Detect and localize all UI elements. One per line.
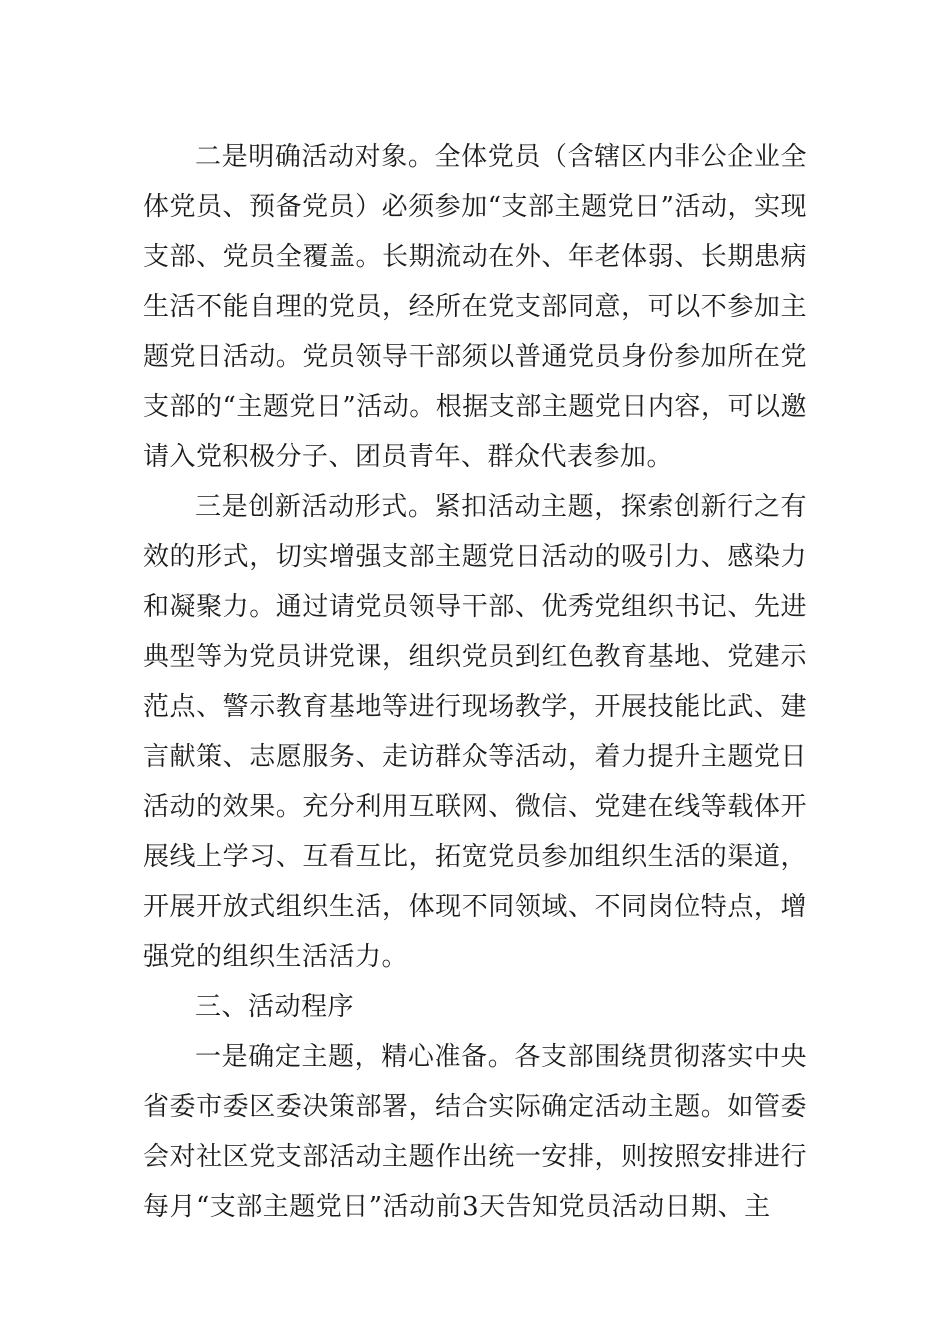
- document-page: [143, 132, 807, 1232]
- paragraph-activity-participants: 二是明确活动对象。全体党员（含辖区内非公企业全体党员、预备党员）必须参加“支部主题党日”活动，实现支部、党员全覆盖。长期流动在外、年老体弱、长期患病生活不能自理的党员，经所在党支部同意，可以不参加主题党日活动。党员领导干部须以普通党员身份参加所在党支部的“主题党日”活动。根据支部主题党日内容，可以邀请入党积极分子、团员青年、群众代表参加。: [143, 142, 807, 472]
- section-heading-activity-procedure: 三、活动程序: [195, 992, 355, 1022]
- paragraph-theme-preparation: 一是确定主题，精心准备。各支部围绕贯彻落实中央省委市委区委决策部署，结合实际确定活动主题。如管委会对社区党支部活动主题作出统一安排，则按照安排进行每月“支部主题党日”活动前3天告知党员活动日期、主: [143, 1042, 807, 1222]
- paragraph-activity-form: 三是创新活动形式。紧扣活动主题，探索创新行之有效的形式，切实增强支部主题党日活动的吸引力、感染力和凝聚力。通过请党员领导干部、优秀党组织书记、先进典型等为党员讲党课，组织党员到红色教育基地、党建示范点、警示教育基地等进行现场教学，开展技能比武、建言献策、志愿服务、走访群众等活动，着力提升主题党日活动的效果。充分利用互联网、微信、党建在线等载体开展线上学习、互看互比，拓宽党员参加组织生活的渠道，开展开放式组织生活，体现不同领域、不同岗位特点，增强党的组织生活活力。: [143, 492, 807, 972]
